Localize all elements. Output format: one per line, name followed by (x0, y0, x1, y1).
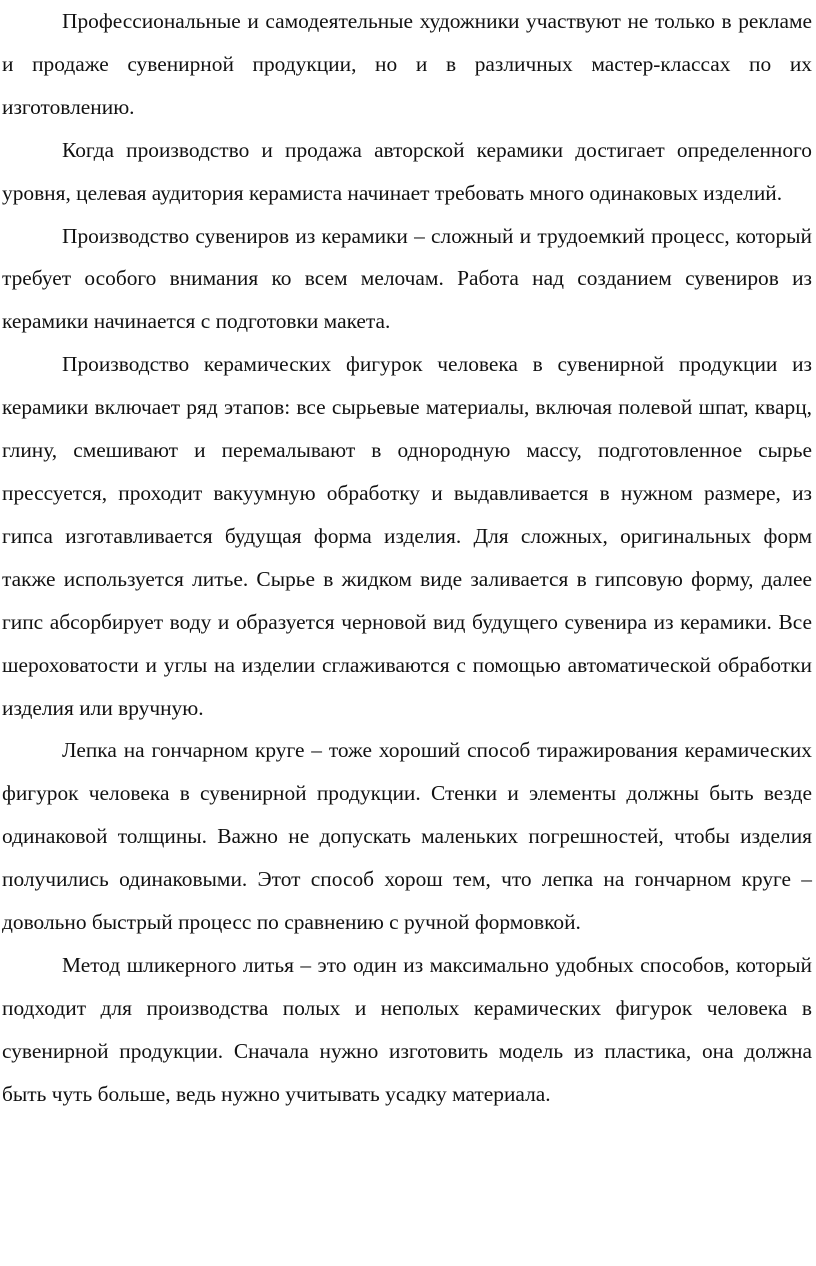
paragraph-4: Производство керамических фигурок человека в сувенирной продукции из керамики включает ряд этапов: все сырьевые материалы, включая полевой шпат, кварц, глину, смешивают и перемалывают в однородную массу, подготовленное сырье прессуется, проходит вакуумную обработку и выдавливается в нужном размере, из гипса изготавливается будущая форма изделия. Для сложных, оригинальных форм также используется литье. Сырье в жидком виде заливается в гипсовую форму, далее гипс абсорбирует воду и образуется черновой вид будущего сувенира из керамики. Все шероховатости и углы на изделии сглаживаются с помощью автоматической обработки изделия или вручную. (2, 352, 812, 720)
document-page (2, 0, 812, 1116)
paragraph-6: Метод шликерного литья – это один из максимально удобных способов, который подходит для производства полых и неполых керамических фигурок человека в сувенирной продукции. Сначала нужно изготовить модель из пластика, она должна быть чуть больше, ведь нужно учитывать усадку материала. (2, 952, 812, 1106)
paragraph-1: Профессиональные и самодеятельные художники участвуют не только в рекламе и продаже сувенирной продукции, но и в различных мастер-классах по их изготовлению. (2, 9, 812, 119)
paragraph-3: Производство сувениров из керамики – сложный и трудоемкий процесс, который требует особого внимания ко всем мелочам. Работа над созданием сувениров из керамики начинается с подготовки макета. (2, 223, 812, 334)
paragraph-2: Когда производство и продажа авторской керамики достигает определенного уровня, целевая аудитория керамиста начинает требовать много одинаковых изделий. (2, 137, 812, 205)
paragraph-5: Лепка на гончарном круге – тоже хороший способ тиражирования керамических фигурок человека в сувенирной продукции. Стенки и элементы должны быть везде одинаковой толщины. Важно не допускать маленьких погрешностей, чтобы изделия получились одинаковыми. Этот способ хорош тем, что лепка на гончарном круге – довольно быстрый процесс по сравнению с ручной формовкой. (2, 738, 812, 935)
